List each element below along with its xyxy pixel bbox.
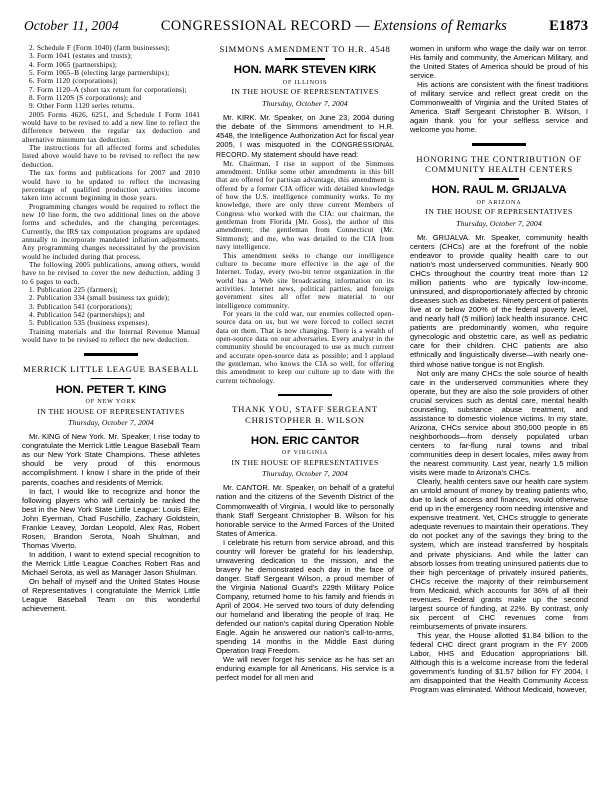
paragraph bbox=[216, 113, 394, 160]
section-title: HONORING THE CONTRIBUTION OF COMMUNITY HEALTH CENTERS bbox=[416, 153, 582, 175]
paragraph: On behalf of myself and the United States House of Representatives I congratulate the Merrick Little League Baseball Team on this wonderful achievement. bbox=[22, 577, 200, 614]
speaker-divider-rule bbox=[479, 178, 519, 180]
speaker-state: OF NEW YORK bbox=[85, 399, 137, 406]
column-3 bbox=[410, 44, 588, 779]
paragraph: Mr. CANTOR. Mr. Speaker, on behalf of a grateful nation and the citizens of the Seventh District of the Commonwealth of Virginia, I would like to personally thank Staff Sergeant Christopher B. Wilson for his honorable service to the Armed Forces of the United States of America. bbox=[216, 483, 394, 538]
list-item: 9. Other Form 1120 series returns. bbox=[29, 102, 135, 111]
paragraph: 2005 Forms 4626, 6251, and Schedule I Form 1041 would have to be revised to add a new line to reflect the difference between the regular tax deduction and alternative minimum tax deduction. bbox=[22, 110, 200, 144]
list-item: 2. Schedule F (Form 1040) (farm businesses); bbox=[29, 44, 170, 52]
list-item: 4. Publication 542 (partnerships); and bbox=[29, 311, 145, 319]
record-reference: CONGRESSIONAL RECORD bbox=[216, 141, 394, 159]
masthead-date: October 11, 2004 bbox=[24, 18, 119, 33]
section-title: THANK YOU, STAFF SERGEANT CHRISTOPHER B. WILSON bbox=[232, 404, 378, 425]
list-item: 3. Form 1041 (estates and trusts); bbox=[29, 52, 133, 61]
speaker-name: HON. MARK STEVEN KIRK bbox=[233, 64, 377, 76]
section-divider-rule bbox=[84, 353, 138, 355]
paragraph: Mr. GRIJALVA. Mr. Speaker, community health centers (CHCs) are at the forefront of the noble endeavor to provide quality health care to our nation's most underserved communities. Nearly 900 CHCs throughout the country treat more than 12 million patients who are typically low-income, uninsured, and disproportionately affected by chronic diseases such as diabetes. Ninety percent of patients live at or below 200% of the federal poverty level, and nearly half (5 million) lack health insurance. CHC patients are predominantly women, who require gynecologic and obstetric care, as well as pediatric care for their children. CHC patients are also ethnically and linguistically diverse—with nearly one-third whose native tongue is not English. bbox=[410, 232, 588, 369]
list-item: 1. Publication 225 (farmers); bbox=[29, 285, 118, 294]
quoted-paragraph: This amendment seeks to change our intelligence culture to become more effective in the age of the Internet. Today, every two-bit terror organization in the world has a Web site broadcasting information on its activities. Internet news, political parties, and foreign government sites all offer new material to our intelligence community. bbox=[216, 251, 394, 310]
page-number: E1873 bbox=[549, 18, 588, 34]
list-item: 3. Publication 541 (corporations); bbox=[29, 302, 133, 311]
paragraph: We will never forget his service as he has set an enduring example for all Americans. His service is a perfect model for all men and bbox=[216, 655, 394, 683]
section-divider-rule bbox=[278, 394, 332, 396]
list-item: 5. Publication 535 (business expenses). bbox=[29, 319, 150, 328]
paragraph: This year, the House allotted $1.84 billion to the federal CHC direct grant program in the FY 2005 Labor, HHS and Education appropriations bill. Although this is a welcome increase from the federal government's funding of $1.57 billion for FY 2004, I am disappointed that the Health Community Access Program was eliminated. Without Medicaid, however, bbox=[410, 630, 588, 695]
section-divider-rule bbox=[472, 143, 526, 145]
paragraph: The tax forms and publications for 2007 and 2010 would have to be updated to reflect the increasing percentage of qualified production activities income taken into account beginning in those years. bbox=[22, 169, 200, 203]
speaker-name: HON. RAUL M. GRIJALVA bbox=[431, 184, 567, 197]
paragraph: Training materials and the Internal Revenue Manual would have to be revised to reflect the new deduction. bbox=[22, 327, 200, 345]
list-item: 2. Publication 334 (small business tax guide); bbox=[29, 294, 170, 303]
speaker-name: HON. ERIC CANTOR bbox=[250, 434, 360, 447]
session-date: Thursday, October 7, 2004 bbox=[262, 98, 348, 108]
column-1 bbox=[22, 44, 200, 779]
speaker-state: OF ILLINOIS bbox=[282, 79, 328, 86]
paragraph: Clearly, health centers save our health care system an untold amount of money by treating patients who, due to lack of access and finances, would otherwise end up in the emergency room needing intensive and expensive treatment. Yet, CHCs struggle to generate adequate revenues to maintain their operations. They do not pocket any of the savings they bring to the system, which are instead transferred by hospitals and private physicians. And while the latter can absorb losses from treating uninsured patients due to their high percentage of privately insured patients, CHCs receive the majority of their reimbursement from Medicaid, which accounts for 36% of all their revenues. Federal grants make up the second largest source of funding, at 22%. By contrast, only six percent of CHC revenues come from reimbursements of private insurers. bbox=[410, 477, 588, 631]
paragraph: In fact, I would like to recognize and honor the following players who will certainly be ranked the best in the New York State Little League: Louis Eiler, John Eyerman, Chad Fuschillo, Zachary Goldstein, Frankie Leavey, Jordan Leopold, Alex Ras, Robert Rosen, Brandon Serota, Noah Shulman, and Thomas Viverto. bbox=[22, 486, 200, 550]
speaker-name: HON. PETER T. KING bbox=[55, 383, 167, 396]
masthead-title-italic: Extensions of Remarks bbox=[373, 18, 507, 34]
quoted-paragraph: For years in the cold war, our enemies collected open-source data on us, but we were forced to collect secret data on them. That is now changing. There is a wealth of open-source data on our adversaries. Every analyst in the community should be encouraged to use as much current and accurate open-source data as possible; and I applaud the gentleman, who knows the CIA so well, for offering this amendment to keep our culture up to date with the current technology. bbox=[216, 309, 394, 385]
paragraph: The following 2005 publications, among others, would have to be revised to cover the new deduction, adding 3 to 6 pages to each. bbox=[22, 260, 200, 286]
list-item: 4. Form 1065 (partnerships); bbox=[29, 60, 118, 69]
paragraph: Programming changes would be required to reflect the new 10 line form, the two additional lines on the above forms and schedules, and the changing percentages. Currently, the IRS tax computation programs are updated annually to incorporate mandated inflation adjustments. Any programming changes necessitated by the provision would be included during that process. bbox=[22, 202, 200, 261]
chamber-line: IN THE HOUSE OF REPRESENTATIVES bbox=[231, 87, 379, 96]
three-column-body bbox=[22, 44, 590, 779]
intro-text-pre: Mr. KIRK. Mr. Speaker, on June 23, 2004 during the debate of the Simmons amendment to H.R. 4548, the Intelligence Authorization Act for fiscal year 2005, I was misquoted in the bbox=[216, 112, 394, 149]
paragraph: The instructions for all affected forms and schedules listed above would have to be revised to reflect the new deduction. bbox=[22, 144, 200, 169]
paragraph: Mr. KING of New York. Mr. Speaker, I rise today to congratulate the Merrick Little League Baseball Team as our New York State Champions. These athletes should be very proud of this enormous accomplishment. I know I share in the pride of their parents, coaches and residents of Merrick. bbox=[22, 432, 200, 487]
speaker-state: OF ARIZONA bbox=[476, 199, 522, 206]
chamber-line: IN THE HOUSE OF REPRESENTATIVES bbox=[231, 457, 379, 467]
page-masthead bbox=[22, 18, 590, 35]
quoted-paragraph: Mr. Chairman, I rise in support of the Simmons amendment. Unlike some other amendments in this bill that are offered for partisan advantage, this amendment is offered by a former CIA officer with detailed knowledge of how the U.S. intelligence community works. To my knowledge, there are only three current Members of Congress who worked with the CIA: our chairman, the gentleman from Florida (Mr. Goss), the author of this amendment; the gentleman from Connecticut (Mr. Simmons); and me, who was detailed to the CIA from navy intelligence. bbox=[216, 159, 394, 252]
speaker-divider-rule bbox=[91, 378, 131, 380]
session-date: Thursday, October 7, 2004 bbox=[262, 469, 348, 479]
paragraph: Not only are many CHCs the sole source of health care in the underserved communities where they operate, but they are also the sole providers of other crucial services such as dental care, mental health counseling, substance abuse treatment, and assistance to domestic violence victims. In my state, Arizona, CHCs service about 350,000 people in 85 neighborhoods—from densely populated urban centers to far-flung rural towns and tribal communities deep in desert locales, miles away from the nearest community. Last year, nearly 1.5 million visits were made to Arizona's CHCs. bbox=[410, 368, 588, 478]
list-item: 5. Form 1065–B (electing large partnerships); bbox=[29, 69, 170, 78]
paragraph: I celebrate his return from service abroad, and this country will forever be grateful for his leadership, unwavering dedication to the mission, and the bravery he demonstrated each day in the face of danger. Staff Sergeant Wilson, a proud member of the Virginia National Guard's 229th Military Police Company, returned home to his family and friends in April of 2004. He served two tours of duty defending our homeland and liberating the people of Iraq. He defended our nation's capital during Operation Noble Eagle. Again he answered our nation's call-to-arms, spending 14 months in the Middle East during Operation Iraqi Freedom. bbox=[216, 537, 394, 656]
intro-text-post: . My statement should have read: bbox=[247, 149, 359, 159]
column-gutter bbox=[394, 44, 410, 779]
masthead-title-caps: CONGRESSIONAL RECORD bbox=[160, 18, 352, 34]
section-title: MERRICK LITTLE LEAGUE BASEBALL bbox=[23, 363, 199, 374]
masthead-title bbox=[119, 18, 549, 35]
list-item: 8. Form 1120S (S corporations); and bbox=[29, 94, 142, 103]
chamber-line: IN THE HOUSE OF REPRESENTATIVES bbox=[425, 207, 573, 217]
speaker-state: OF VIRGINIA bbox=[281, 450, 329, 457]
chamber-line: IN THE HOUSE OF REPRESENTATIVES bbox=[37, 406, 185, 416]
paragraph: women in uniform who wage the daily war on terror. His family and community, the American Military, and the United States of America should be proud of his service. bbox=[410, 44, 588, 81]
session-date: Thursday, October 7, 2004 bbox=[456, 218, 542, 228]
section-title: SIMMONS AMENDMENT TO H.R. 4548 bbox=[219, 44, 391, 54]
session-date: Thursday, October 7, 2004 bbox=[68, 418, 154, 428]
column-gutter bbox=[200, 44, 216, 779]
paragraph: His actions are consistent with the finest traditions of military service and reflect great credit on the Commonwealth of Virginia and the United States of America. Staff Sergeant Christopher B. Wilson, I again thank you for your selfless service and welcome you home. bbox=[410, 80, 588, 135]
speaker-divider-rule bbox=[285, 58, 325, 60]
masthead-dash: — bbox=[351, 18, 374, 34]
speaker-divider-rule bbox=[285, 429, 325, 431]
list-item: 7. Form 1120–A (short tax return for corporations); bbox=[29, 85, 187, 94]
list-item: 6. Form 1120 (corporations); bbox=[29, 77, 118, 86]
column-2 bbox=[216, 44, 394, 779]
paragraph: In addition, I want to extend special recognition to the Merrick Little League Coaches Robert Ras and Michael Serota, as well as Manager Jason Shulman. bbox=[22, 549, 200, 577]
